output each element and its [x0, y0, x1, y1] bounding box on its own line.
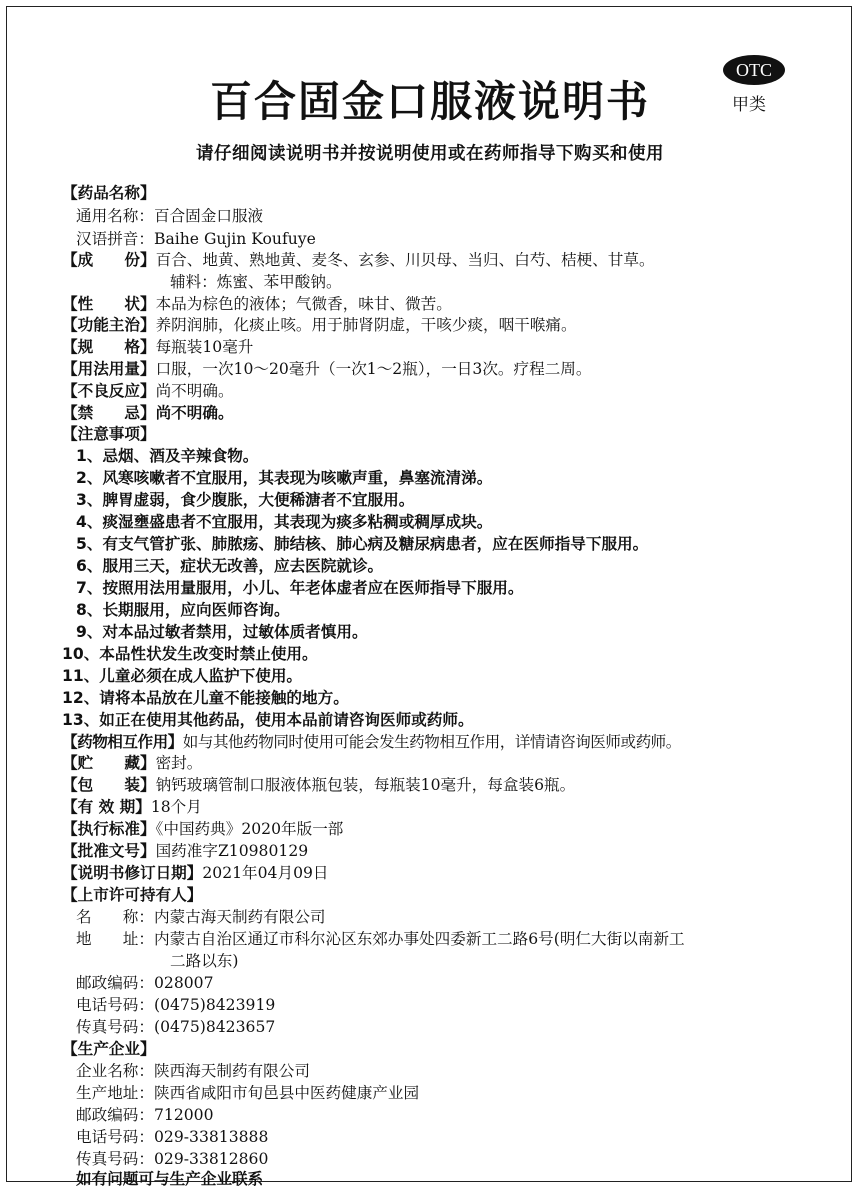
mah-phone-row: 电话号码：(0475)8423919 [76, 996, 276, 1014]
section-precautions: 【注意事项】 [62, 425, 156, 443]
storage-row: 【贮 藏】密封。 [62, 754, 203, 772]
indications-row: 【功能主治】养阴润肺，化痰止咳。用于肺肾阴虚，干咳少痰，咽干喉痛。 [62, 316, 577, 334]
excipients-row: 辅料：炼蜜、苯甲酸钠。 [170, 273, 342, 291]
properties-row: 【性 状】本品为棕色的液体；气微香，味甘、微苦。 [62, 295, 452, 313]
contraindications-row: 【禁 忌】尚不明确。 [62, 404, 234, 422]
section-drug-name: 【药品名称】 [62, 184, 156, 202]
section-mah: 【上市许可持有人】 [62, 886, 203, 904]
standard-row: 【执行标准】《中国药典》2020年版一部 [62, 820, 344, 838]
ingredients-row: 【成 份】百合、地黄、熟地黄、麦冬、玄参、川贝母、当归、白芍、桔梗、甘草。 [62, 251, 655, 269]
section-manufacturer: 【生产企业】 [62, 1040, 156, 1058]
precaution-item: 11、儿童必须在成人监护下使用。 [62, 667, 303, 685]
manufacturer-address-row: 生产地址：陕西省咸阳市旬邑县中医药健康产业园 [76, 1084, 420, 1102]
precaution-item: 4、痰湿壅盛患者不宜服用，其表现为痰多粘稠或稠厚成块。 [76, 513, 493, 531]
interactions-row: 【药物相互作用】如与其他药物同时使用可能会发生药物相互作用，详情请咨询医师或药师。 [62, 733, 681, 751]
precaution-item: 2、风寒咳嗽者不宜服用，其表现为咳嗽声重，鼻塞流清涕。 [76, 469, 493, 487]
document-title: 百合固金口服液说明书 [209, 77, 650, 126]
mah-address-cont: 二路以东) [170, 952, 239, 970]
mah-fax-row: 传真号码：(0475)8423657 [76, 1018, 276, 1036]
package-row: 【包 装】钠钙玻璃管制口服液体瓶包装，每瓶装10毫升，每盒装6瓶。 [62, 776, 576, 794]
validity-row: 【有 效 期】18个月 [62, 798, 202, 816]
dosage-row: 【用法用量】口服，一次10～20毫升（一次1～2瓶），一日3次。疗程二周。 [62, 360, 592, 378]
otc-badge: OTC [723, 55, 785, 85]
manufacturer-phone-row: 电话号码：029-33813888 [76, 1128, 269, 1146]
pinyin-row: 汉语拼音：Baihe Gujin Koufuye [76, 230, 316, 248]
precaution-item: 12、请将本品放在儿童不能接触的地方。 [62, 689, 349, 707]
manufacturer-postcode-row: 邮政编码：712000 [76, 1106, 214, 1124]
precaution-item: 5、有支气管扩张、肺脓疡、肺结核、肺心病及糖尿病患者，应在医师指导下服用。 [76, 535, 649, 553]
generic-name-row: 通用名称：百合固金口服液 [76, 207, 264, 225]
approval-row: 【批准文号】国药准字Z10980129 [62, 842, 309, 860]
precaution-item: 10、本品性状发生改变时禁止使用。 [62, 645, 318, 663]
usage-notice: 请仔细阅读说明书并按说明使用或在药师指导下购买和使用 [196, 144, 664, 164]
precaution-item: 13、如正在使用其他药品，使用本品前请咨询医师或药师。 [62, 711, 474, 729]
otc-grade: 甲类 [732, 95, 766, 115]
mah-postcode-row: 邮政编码：028007 [76, 974, 214, 992]
precaution-item: 8、长期服用，应向医师咨询。 [76, 601, 290, 619]
revision-row: 【说明书修订日期】2021年04月09日 [62, 864, 329, 882]
specification-row: 【规 格】每瓶装10毫升 [62, 338, 254, 356]
precaution-item: 1、忌烟、酒及辛辣食物。 [76, 447, 259, 465]
precaution-item: 7、按照用法用量服用，小儿、年老体虚者应在医师指导下服用。 [76, 579, 524, 597]
manufacturer-name-row: 企业名称：陕西海天制药有限公司 [76, 1062, 310, 1080]
adverse-row: 【不良反应】尚不明确。 [62, 382, 234, 400]
mah-name-row: 名 称：内蒙古海天制药有限公司 [76, 908, 326, 926]
contact-note: 如有问题可与生产企业联系 [76, 1170, 264, 1188]
manufacturer-fax-row: 传真号码：029-33812860 [76, 1150, 269, 1168]
precaution-item: 9、对本品过敏者禁用，过敏体质者慎用。 [76, 623, 368, 641]
mah-address-row: 地 址：内蒙古自治区通辽市科尔沁区东郊办事处四委新工二路6号(明仁大街以南新工 [76, 930, 685, 948]
precaution-item: 3、脾胃虚弱，食少腹胀，大便稀溏者不宜服用。 [76, 491, 415, 509]
precaution-item: 6、服用三天，症状无改善，应去医院就诊。 [76, 557, 384, 575]
